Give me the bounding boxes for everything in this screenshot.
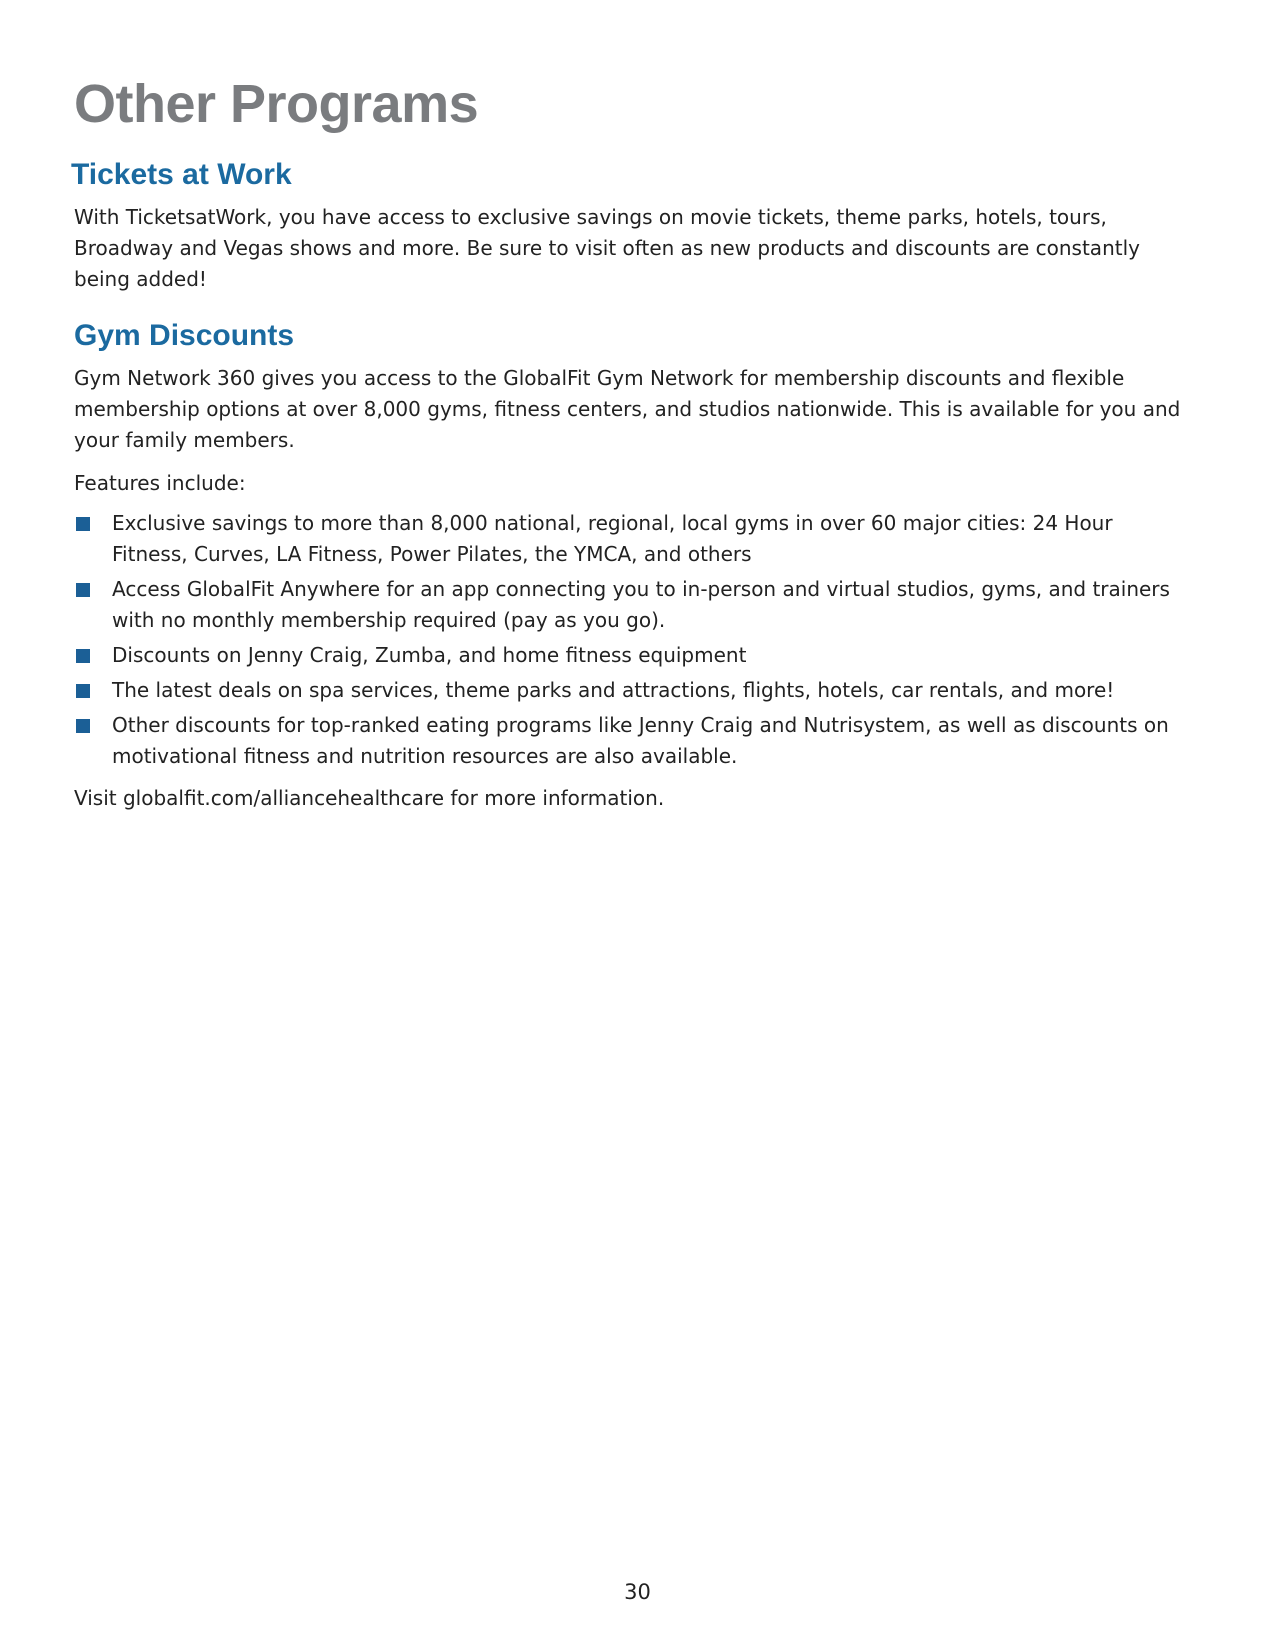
- square-bullet-icon: [76, 684, 90, 698]
- tickets-at-work-paragraph: With TicketsatWork, you have access to exclusive savings on movie tickets, theme parks, hotels, tours, Broadway and Vegas shows and more. Be sure to visit often as new products and discounts are constantly being added!: [74, 205, 1140, 291]
- document-page: [71, 70, 1194, 814]
- square-bullet-icon: [76, 719, 90, 733]
- list-item: [74, 675, 1194, 706]
- list-item: [74, 508, 1194, 570]
- feature-text: Other discounts for top-ranked eating programs like Jenny Craig and Nutrisystem, as well as discounts on motivational fitness and nutrition resources are also available.: [112, 713, 1169, 768]
- features-list: [74, 508, 1194, 772]
- square-bullet-icon: [76, 517, 90, 531]
- page-number: 30: [624, 1580, 651, 1604]
- feature-text: The latest deals on spa services, theme parks and attractions, flights, hotels, car rentals, and more!: [112, 678, 1115, 702]
- gym-discounts-heading: Gym Discounts: [74, 319, 295, 352]
- features-intro: Features include:: [74, 471, 246, 495]
- feature-text: Exclusive savings to more than 8,000 national, regional, local gyms in over 60 major cities: 24 Hour Fitness, Curves, LA Fitness, Power Pilates, the YMCA, and others: [112, 511, 1113, 566]
- square-bullet-icon: [76, 583, 90, 597]
- list-item: [74, 574, 1194, 636]
- tickets-at-work-heading: Tickets at Work: [71, 158, 292, 191]
- list-item: [74, 640, 1194, 671]
- visit-info-text: Visit globalfit.com/alliancehealthcare for more information.: [74, 786, 665, 810]
- page-title: Other Programs: [74, 74, 479, 134]
- feature-text: Discounts on Jenny Craig, Zumba, and home fitness equipment: [112, 643, 747, 667]
- feature-text: Access GlobalFit Anywhere for an app connecting you to in-person and virtual studios, gyms, and trainers with no monthly membership required (pay as you go).: [112, 577, 1170, 632]
- list-item: [74, 710, 1194, 772]
- gym-discounts-paragraph: Gym Network 360 gives you access to the GlobalFit Gym Network for membership discounts and flexible membership options at over 8,000 gyms, fitness centers, and studios nationwide. This is available for you and your family members.: [74, 366, 1181, 452]
- square-bullet-icon: [76, 649, 90, 663]
